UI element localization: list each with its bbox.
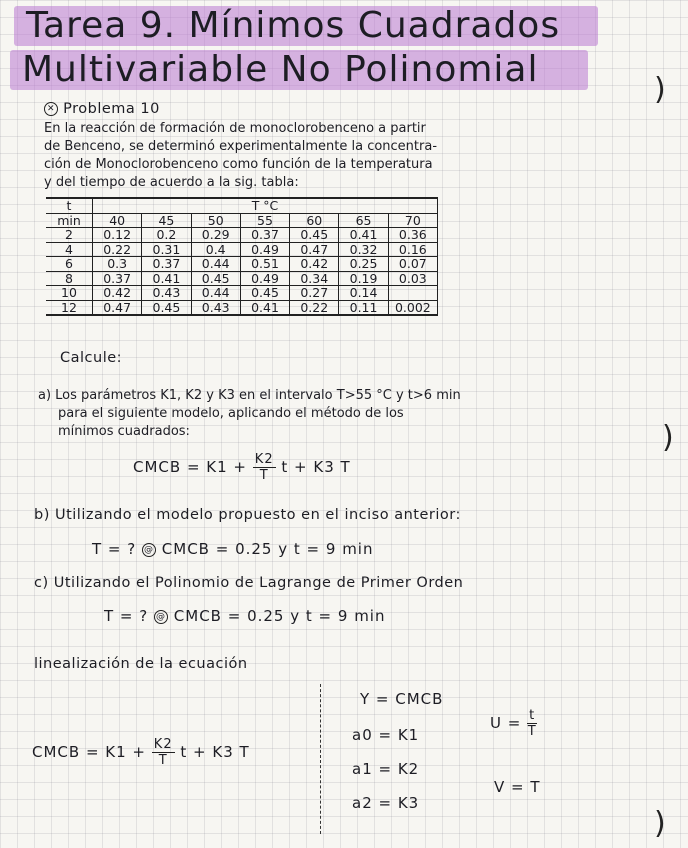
part-c-question xyxy=(104,607,385,625)
temp-45: 45 xyxy=(142,213,191,228)
model-equation xyxy=(133,452,351,483)
value-cell: 0.31 xyxy=(142,242,191,257)
row-header-unit: min xyxy=(46,213,93,228)
temp-65: 65 xyxy=(339,213,388,228)
part-a-line-3: mínimos cuadrados: xyxy=(58,424,190,439)
data-table xyxy=(46,197,438,316)
model-num: K2 xyxy=(254,452,274,467)
table-row xyxy=(46,257,438,272)
time-cell: 6 xyxy=(46,257,93,272)
lin-rhs: t + K3 T xyxy=(180,743,250,761)
time-cell: 4 xyxy=(46,242,93,257)
u-lhs: U = xyxy=(490,714,522,732)
a2-equation: a2 = K3 xyxy=(352,794,420,812)
temp-40: 40 xyxy=(93,213,142,228)
table-row xyxy=(46,242,438,257)
value-cell: 0.44 xyxy=(191,257,240,272)
v-equation: V = T xyxy=(494,778,541,796)
part-b-question xyxy=(92,540,373,558)
value-cell xyxy=(388,286,437,301)
linearization-heading: linealización de la ecuación xyxy=(34,656,248,672)
problem-intro-2: de Benceno, se determinó experimentalmente la concentra- xyxy=(44,139,438,154)
at-circle-icon: @ xyxy=(144,544,155,555)
divider-line xyxy=(320,684,321,834)
value-cell: 0.45 xyxy=(240,286,289,301)
u-fraction xyxy=(527,708,537,739)
value-cell: 0.07 xyxy=(388,257,437,272)
row-header-t: t xyxy=(46,198,93,213)
value-cell: 0.14 xyxy=(339,286,388,301)
value-cell: 0.22 xyxy=(290,300,339,315)
table-row xyxy=(46,271,438,286)
value-cell: 0.42 xyxy=(93,286,142,301)
value-cell: 0.12 xyxy=(93,228,142,243)
value-cell: 0.4 xyxy=(191,242,240,257)
value-cell: 0.36 xyxy=(388,228,437,243)
title-line-1: Tarea 9. Mínimos Cuadrados xyxy=(26,5,561,46)
value-cell: 0.27 xyxy=(290,286,339,301)
lin-fraction xyxy=(152,737,175,768)
page-curl-mark-3: ) xyxy=(654,806,666,841)
value-cell: 0.2 xyxy=(142,228,191,243)
problem-heading-text: Problema 10 xyxy=(63,101,160,117)
calc-label: Calcule: xyxy=(60,350,123,366)
time-cell: 2 xyxy=(46,228,93,243)
part-c-line: c) Utilizando el Polinomio de Lagrange de Primer Orden xyxy=(34,575,464,591)
lin-lhs: CMCB = K1 + xyxy=(32,743,147,761)
a1-equation: a1 = K2 xyxy=(352,760,420,778)
page-curl-mark: ) xyxy=(654,72,666,107)
y-equation: Y = CMCB xyxy=(360,690,444,708)
temp-55: 55 xyxy=(240,213,289,228)
value-cell: 0.37 xyxy=(240,228,289,243)
u-den: T xyxy=(527,724,537,739)
u-num: t xyxy=(529,708,536,723)
part-c-q-pre: T = ? xyxy=(104,607,149,625)
at-circle-icon: @ xyxy=(156,611,167,622)
table-row xyxy=(46,228,438,243)
value-cell: 0.25 xyxy=(339,257,388,272)
title-line-2: Multivariable No Polinomial xyxy=(22,49,539,90)
part-a-line-1: a) Los parámetros K1, K2 y K3 en el intervalo T>55 °C y t>6 min xyxy=(38,388,461,403)
value-cell: 0.49 xyxy=(240,242,289,257)
part-b-q-pre: T = ? xyxy=(92,540,137,558)
value-cell: 0.41 xyxy=(339,228,388,243)
value-cell: 0.37 xyxy=(93,271,142,286)
value-cell: 0.45 xyxy=(290,228,339,243)
lin-den: T xyxy=(158,753,168,768)
temp-50: 50 xyxy=(191,213,240,228)
bullet-circle-icon: ✕ xyxy=(44,102,58,116)
time-cell: 10 xyxy=(46,286,93,301)
lin-num: K2 xyxy=(153,737,173,752)
value-cell: 0.49 xyxy=(240,271,289,286)
value-cell: 0.41 xyxy=(142,271,191,286)
model-den: T xyxy=(259,468,269,483)
model-rhs: t + K3 T xyxy=(281,458,351,476)
time-cell: 12 xyxy=(46,300,93,315)
part-a-line-2: para el siguiente modelo, aplicando el método de los xyxy=(58,406,404,421)
problem-intro-4: y del tiempo de acuerdo a la sig. tabla: xyxy=(44,175,299,190)
table-row xyxy=(46,300,438,315)
model-fraction xyxy=(253,452,276,483)
value-cell: 0.44 xyxy=(191,286,240,301)
value-cell: 0.43 xyxy=(142,286,191,301)
value-cell: 0.34 xyxy=(290,271,339,286)
value-cell: 0.42 xyxy=(290,257,339,272)
value-cell: 0.32 xyxy=(339,242,388,257)
problem-intro-3: ción de Monoclorobenceno como función de la temperatura xyxy=(44,157,433,172)
value-cell: 0.41 xyxy=(240,300,289,315)
value-cell: 0.29 xyxy=(191,228,240,243)
temp-60: 60 xyxy=(290,213,339,228)
temp-70: 70 xyxy=(388,213,437,228)
a0-equation: a0 = K1 xyxy=(352,726,420,744)
u-equation xyxy=(490,708,537,739)
col-header-temperature: T °C xyxy=(93,198,438,213)
value-cell: 0.03 xyxy=(388,271,437,286)
value-cell: 0.3 xyxy=(93,257,142,272)
value-cell: 0.002 xyxy=(388,300,437,315)
linearization-equation xyxy=(32,737,250,768)
part-b-line: b) Utilizando el modelo propuesto en el inciso anterior: xyxy=(34,507,461,523)
part-c-q-post: CMCB = 0.25 y t = 9 min xyxy=(173,607,386,625)
time-cell: 8 xyxy=(46,271,93,286)
value-cell: 0.47 xyxy=(290,242,339,257)
table-row xyxy=(46,286,438,301)
value-cell: 0.19 xyxy=(339,271,388,286)
value-cell: 0.47 xyxy=(93,300,142,315)
problem-intro-1: En la reacción de formación de monoclorobenceno a partir xyxy=(44,121,426,136)
part-b-q-post: CMCB = 0.25 y t = 9 min xyxy=(161,540,374,558)
value-cell: 0.43 xyxy=(191,300,240,315)
value-cell: 0.16 xyxy=(388,242,437,257)
value-cell: 0.45 xyxy=(142,300,191,315)
value-cell: 0.22 xyxy=(93,242,142,257)
problem-heading xyxy=(44,101,160,117)
value-cell: 0.45 xyxy=(191,271,240,286)
value-cell: 0.51 xyxy=(240,257,289,272)
model-lhs: CMCB = K1 + xyxy=(133,458,248,476)
value-cell: 0.37 xyxy=(142,257,191,272)
page-curl-mark-2: ) xyxy=(662,420,674,455)
value-cell: 0.11 xyxy=(339,300,388,315)
